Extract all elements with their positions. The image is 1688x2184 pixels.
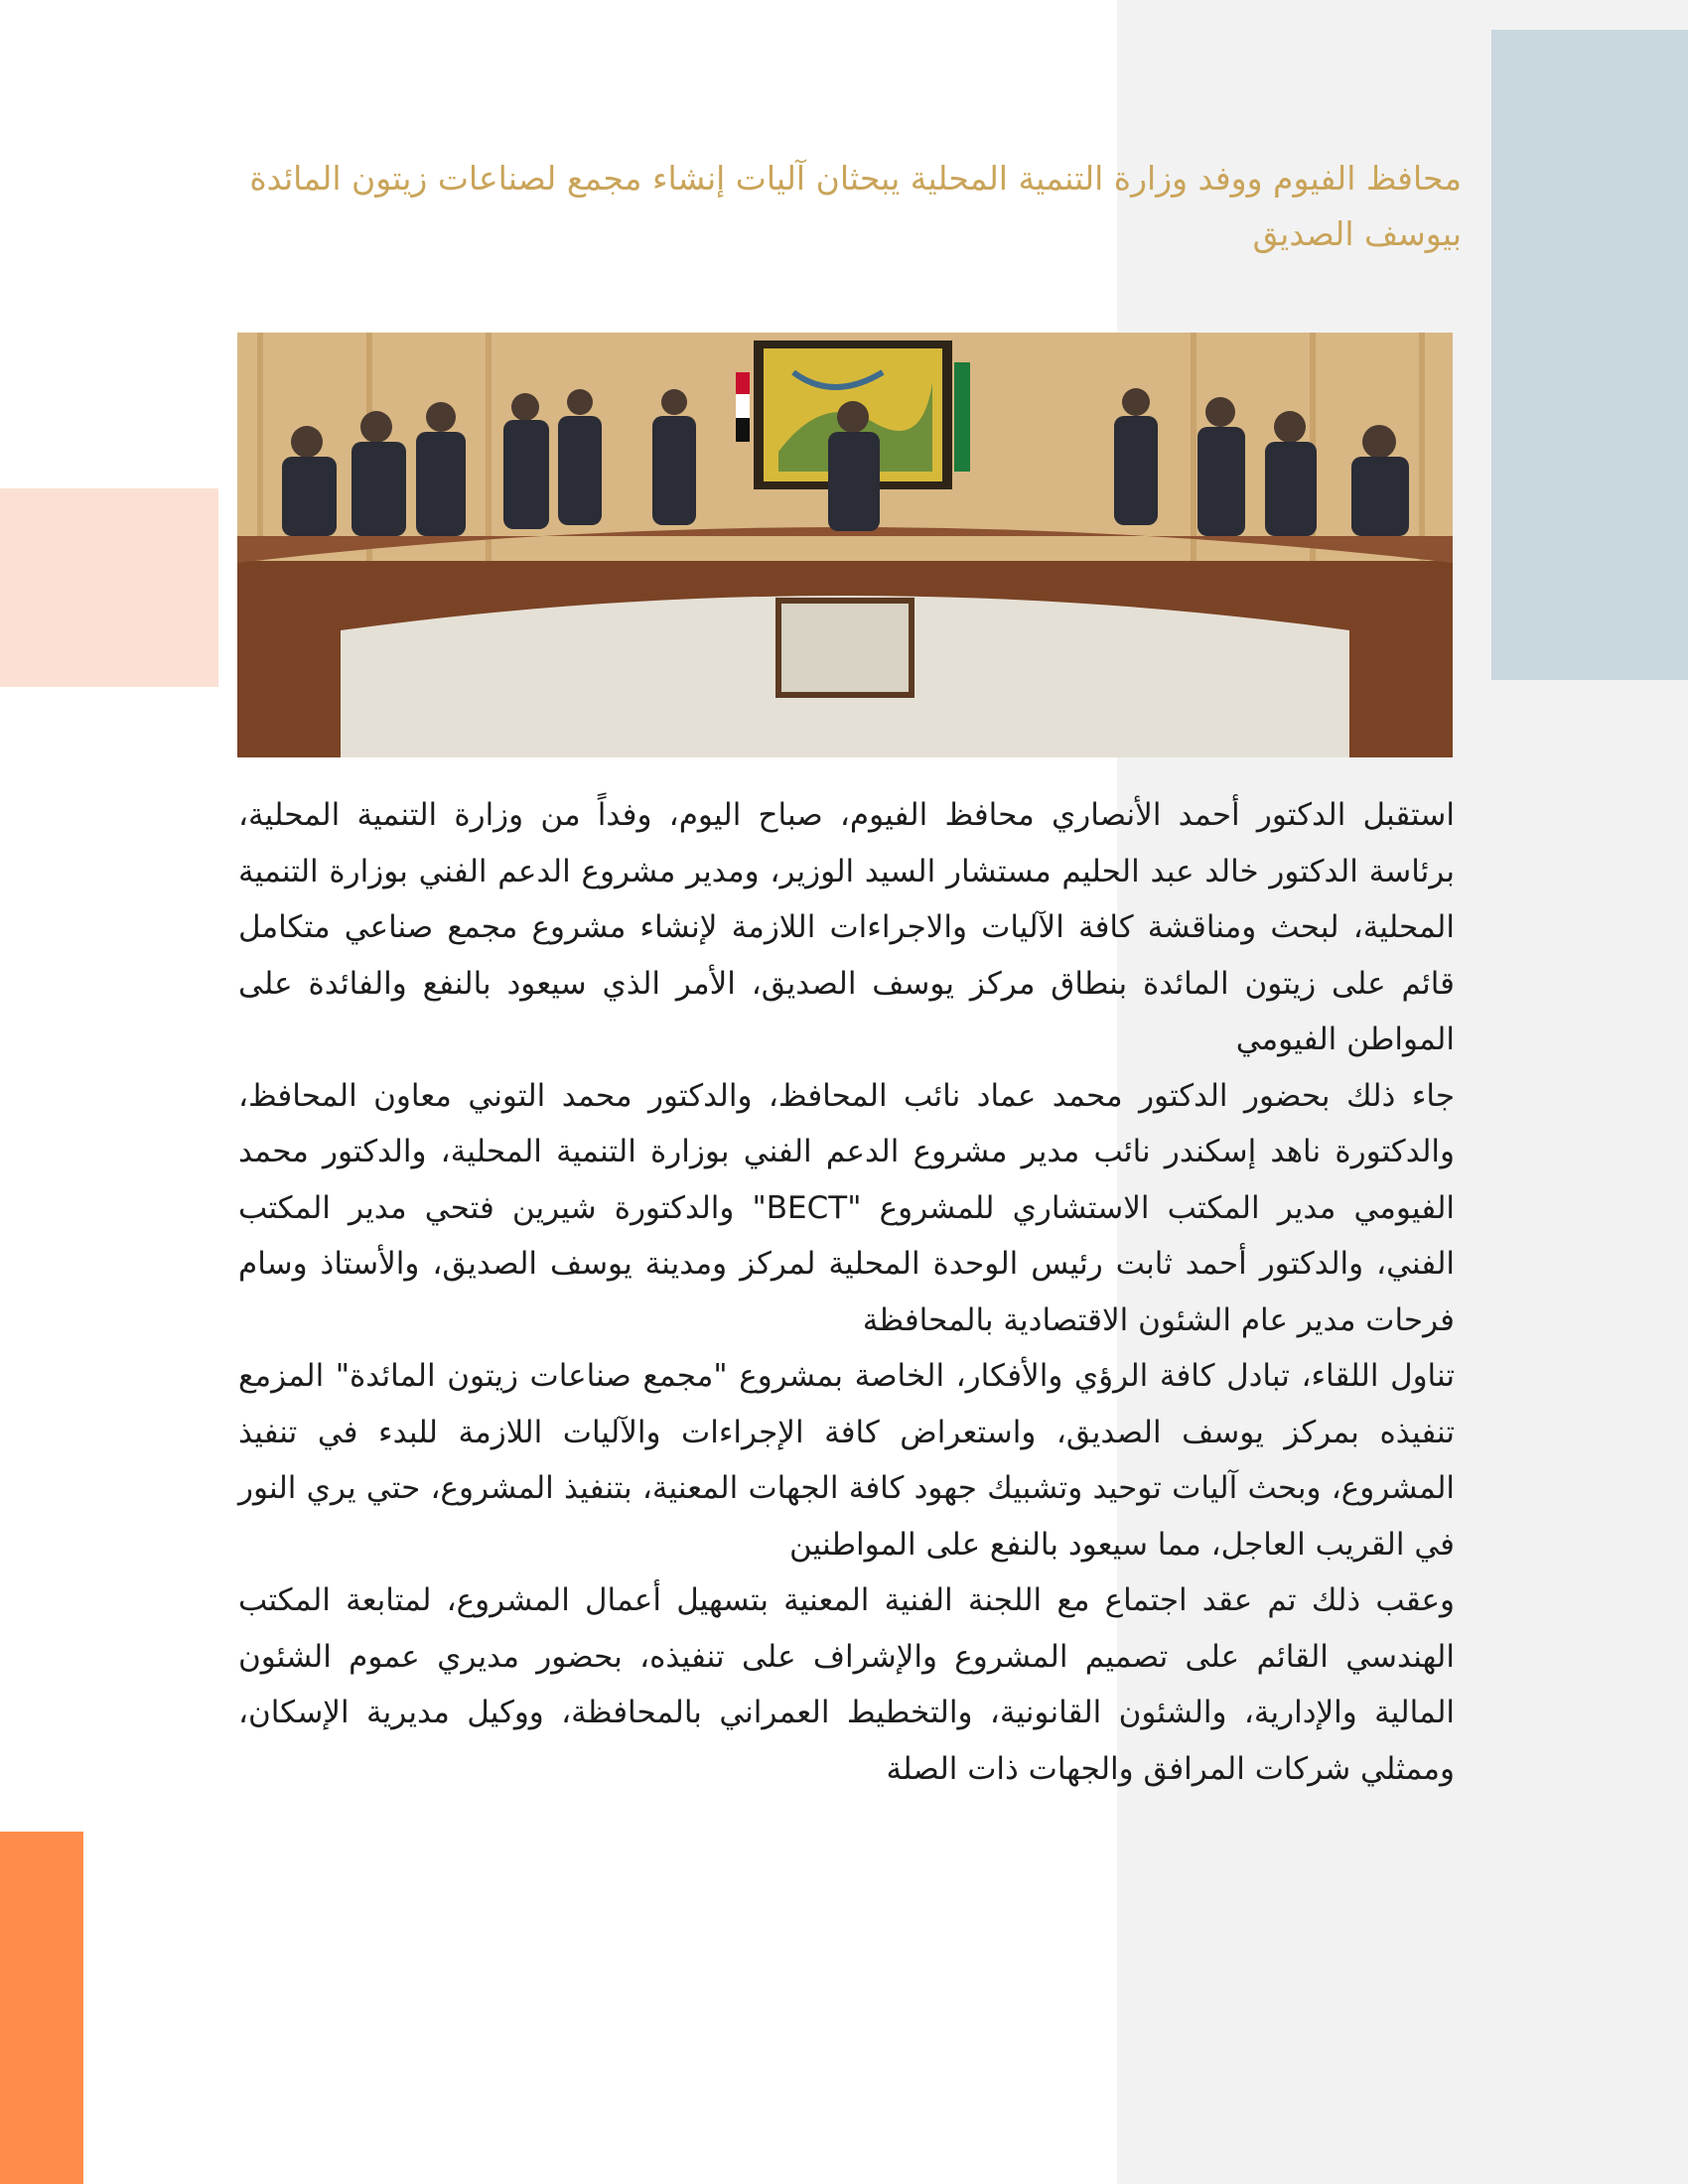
article-title: محافظ الفيوم ووفد وزارة التنمية المحلية يبحثان آليات إنشاء مجمع لصناعات زيتون المائدة بيوسف الصديق (249, 159, 1462, 253)
meeting-photo (237, 333, 1453, 757)
decorative-block-blue (1491, 30, 1688, 680)
article-body (238, 787, 1455, 1797)
decorative-block-peach (0, 488, 218, 687)
paragraph: استقبل الدكتور أحمد الأنصاري محافظ الفيوم، صباح اليوم، وفداً من وزارة التنمية المحلية، برئاسة الدكتور خالد عبد الحليم مستشار السيد الوزير، ومدير مشروع الدعم الفني بوزارة التنمية المحلية، لبحث ومناقشة كافة الآليات والاجراءات اللازمة لإنشاء مشروع مجمع صناعي متكامل قائم على زيتون المائدة بنطاق مركز يوسف الصديق، الأمر الذي سيعود بالنفع والفائدة على المواطن الفيومي (238, 797, 1455, 1057)
paragraph: جاء ذلك بحضور الدكتور محمد عماد نائب المحافظ، والدكتور محمد التوني معاون المحافظ، والدكتورة ناهد إسكندر نائب مدير مشروع الدعم الفني بوزارة التنمية المحلية، والدكتور محمد الفيومي مدير المكتب الاستشاري للمشروع "BECT" والدكتورة شيرين فتحي مدير المكتب الفني، والدكتور أحمد ثابت رئيس الوحدة المحلية لمركز ومدينة يوسف الصديق، والأستاذ وسام فرحات مدير عام الشئون الاقتصادية بالمحافظة (238, 1077, 1455, 1338)
paragraph: وعقب ذلك تم عقد اجتماع مع اللجنة الفنية المعنية بتسهيل أعمال المشروع، لمتابعة المكتب الهندسي القائم على تصميم المشروع والإشراف على تنفيذه، بحضور مديري عموم الشئون المالية والإدارية، والشئون القانونية، والتخطيط العمراني بالمحافظة، ووكيل مديرية الإسكان، وممثلي شركات المرافق والجهات ذات الصلة (238, 1582, 1455, 1787)
paragraph: تناول اللقاء، تبادل كافة الرؤي والأفكار، الخاصة بمشروع "مجمع صناعات زيتون المائدة" المزمع تنفيذه بمركز يوسف الصديق، واستعراض كافة الإجراءات والآليات اللازمة للبدء في تنفيذ المشروع، وبحث آليات توحيد وتشبيك جهود كافة الجهات المعنية، بتنفيذ المشروع، حتي يري النور في القريب العاجل، مما سيعود بالنفع على المواطنين (238, 1358, 1455, 1563)
decorative-block-orange (0, 1832, 83, 2184)
